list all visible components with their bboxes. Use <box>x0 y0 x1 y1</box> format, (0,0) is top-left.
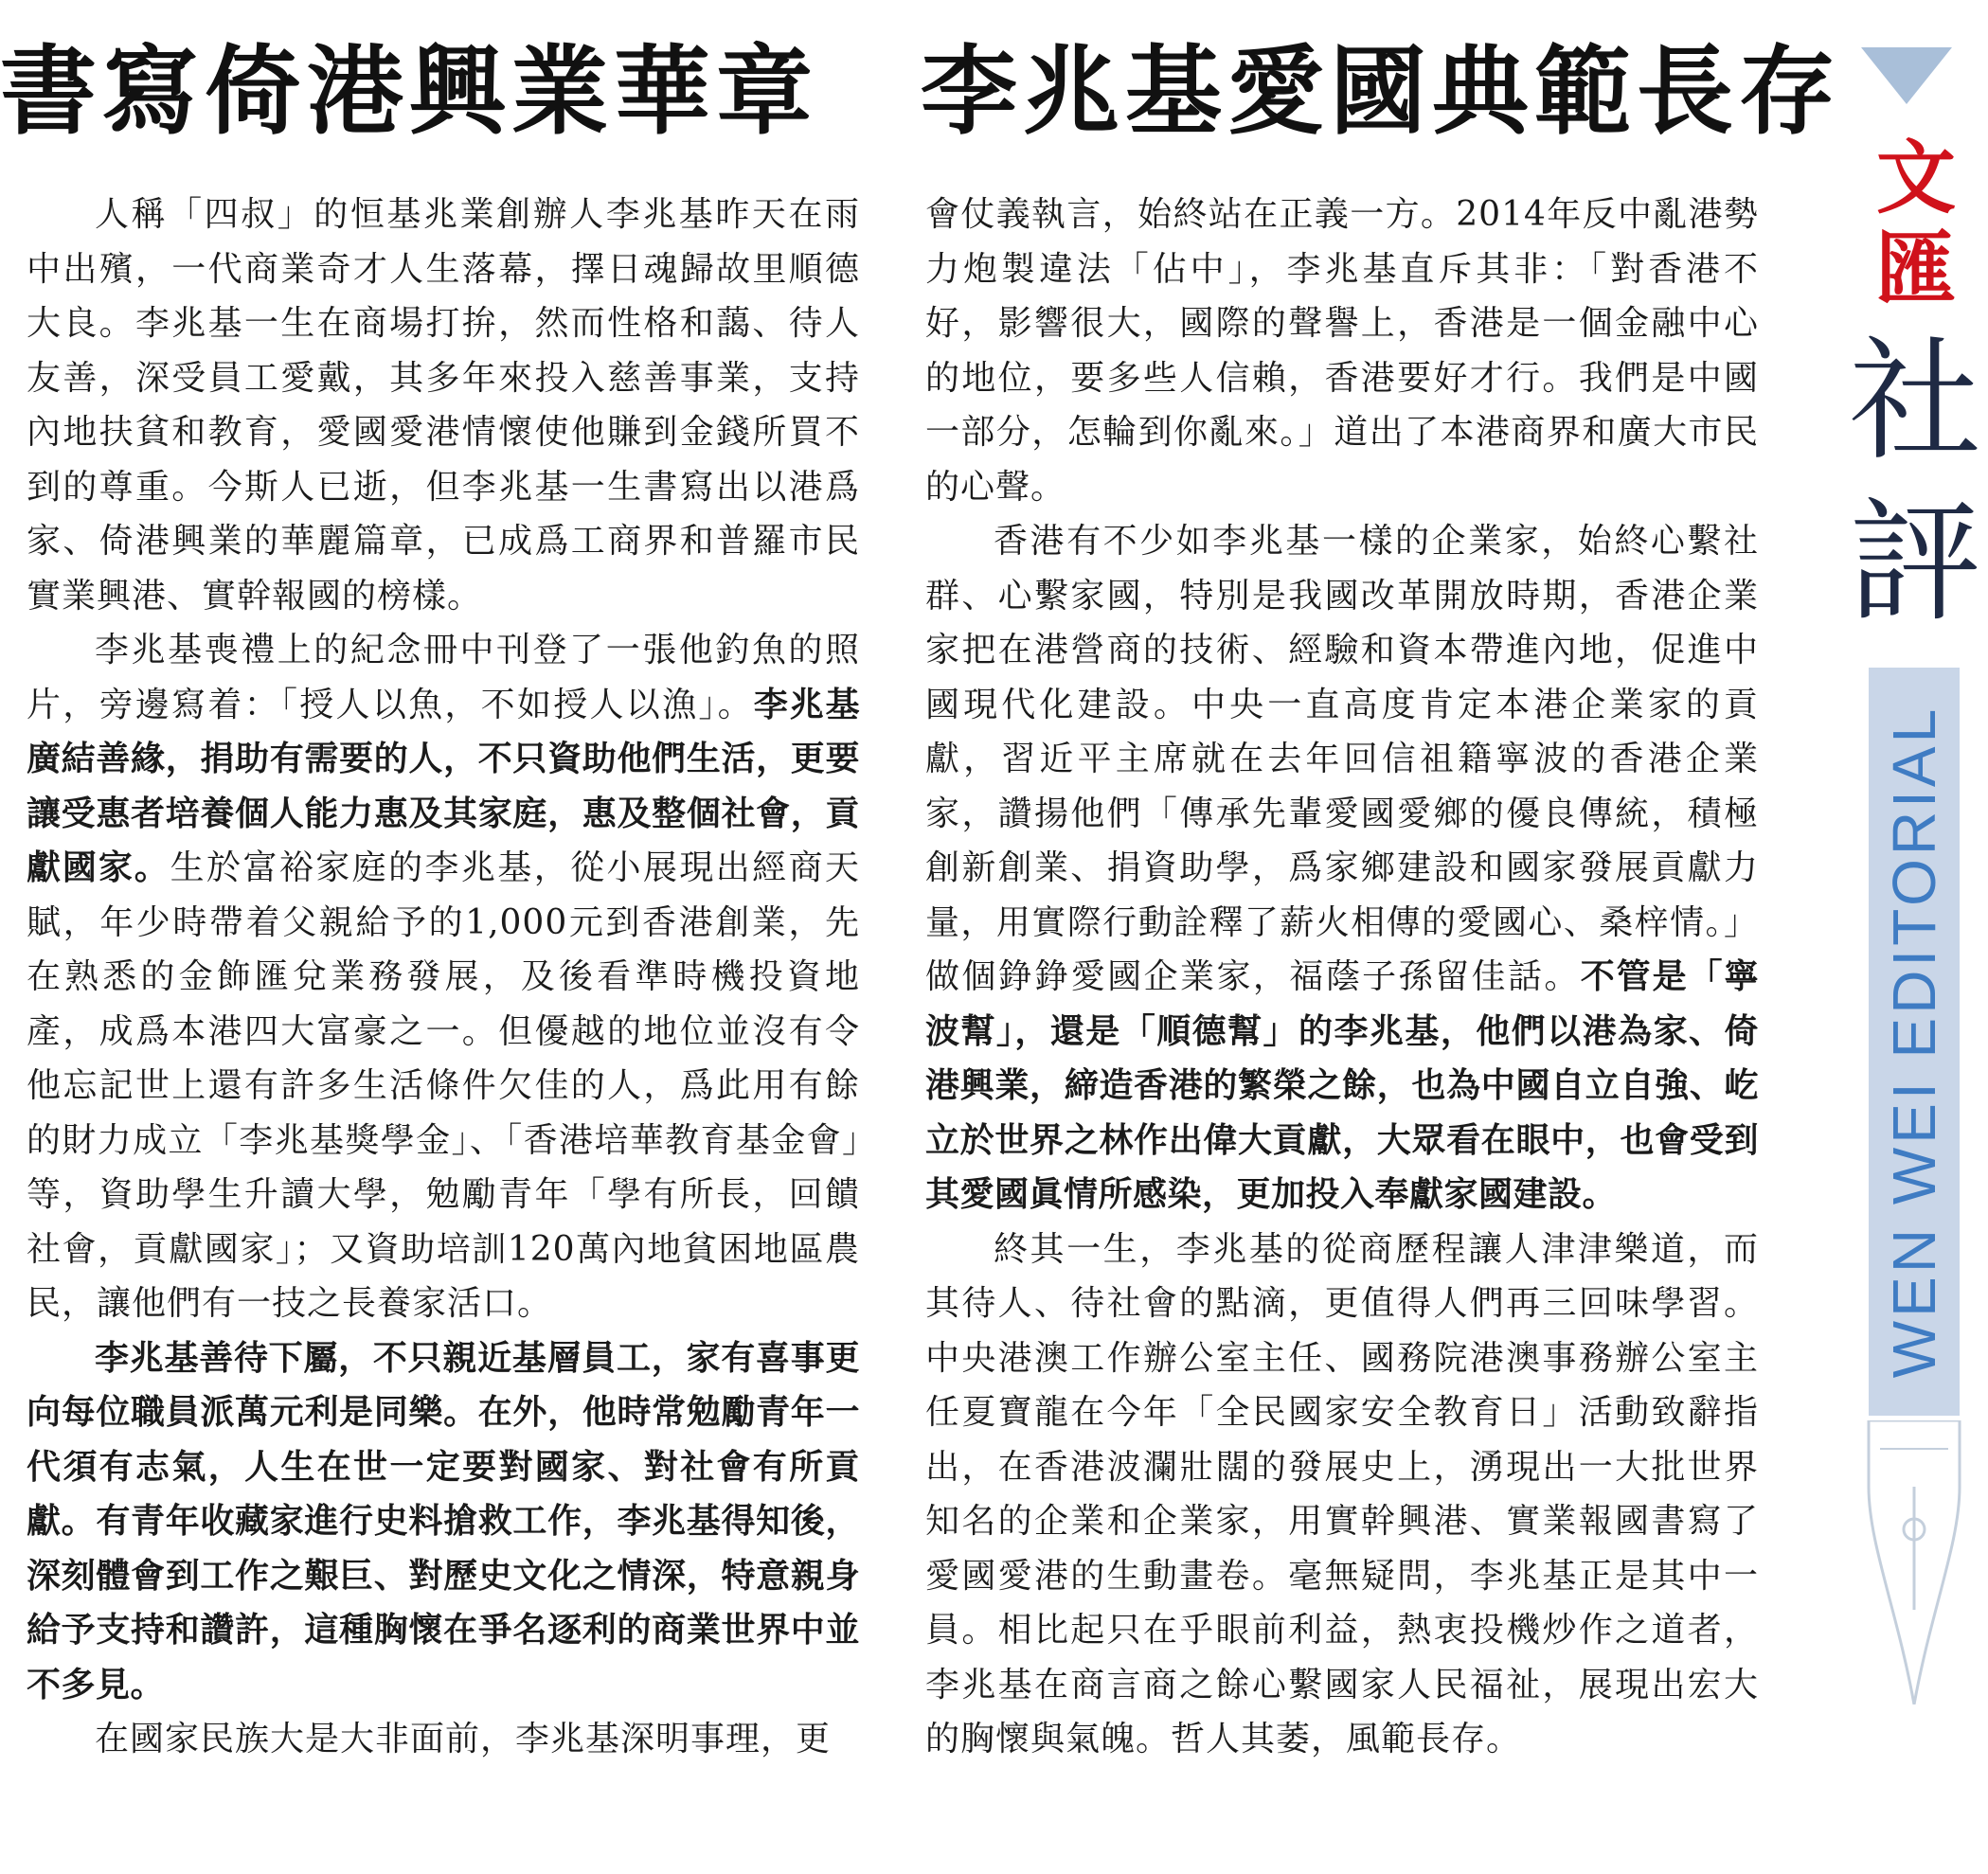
editorial-sidebar <box>1842 47 1988 1874</box>
fountain-pen-icon <box>1861 1420 1967 1704</box>
paragraph-4-start: 在國家民族大是大非面前，李兆基深明事理，更 <box>95 1720 832 1758</box>
wenwei-logo: 文匯 <box>1875 132 1956 315</box>
paragraph-2-highlight: 李兆基廣結善緣，捐助有需要的人，不只資助他們生活，更要讓受惠者培養個人能力惠及其家庭，惠及整個社會，貢獻國家。 <box>27 685 860 887</box>
paragraph-2 <box>27 623 860 1331</box>
paragraph-5-body: 香港有不少如李兆基一樣的企業家，始終心繫社群、心繫家國，特別是我國改革開放時期，香港企業家把在港營商的技術、經驗和資本帶進內地，促進中國現代化建設。中央一直高度肯定本港企業家的貢獻，習近平主席就在去年回信祖籍寧波的香港企業家，讚揚他們「傳承先輩愛國愛鄉的優良傳統，積極創新創業、捐資助學，爲家鄉建設和國家發展貢獻力量，用實際行動詮釋了薪火相傳的愛國心、桑梓情。」做個錚錚愛國企業家，福蔭子孫留佳話。 <box>925 522 1759 996</box>
paragraph-1: 人稱「四叔」的恒基兆業創辦人李兆基昨天在雨中出殯，一代商業奇才人生落幕，擇日魂歸故里順德大良。李兆基一生在商場打拚，然而性格和藹、待人友善，深受員工愛戴，其多年來投入慈善事業，支持內地扶貧和教育，愛國愛港情懷使他賺到金錢所買不到的尊重。今斯人已逝，但李兆基一生書寫出以港爲家、倚港興業的華麗篇章，已成爲工商界和普羅市民實業興港、實幹報國的榜樣。 <box>27 195 860 616</box>
down-triangle-icon <box>1861 47 1952 104</box>
article-column-left <box>27 187 860 1864</box>
article-column-right <box>925 187 1759 1864</box>
paragraph-3: 李兆基善待下屬，不只親近基層員工，家有喜事更向每位職員派萬元利是同樂。在外，他時常勉勵青年一代須有志氣，人生在世一定要對國家、對社會有所貢獻。有青年收藏家進行史料搶救工作，李兆基得知後，深刻體會到工作之艱巨、對歷史文化之情深，特意親身給予支持和讚許，這種胸懷在爭名逐利的商業世界中並不多見。 <box>27 1338 860 1704</box>
paragraph-2-intro: 李兆基喪禮上的紀念冊中刊登了一張他釣魚的照片，旁邊寫着：「授人以魚，不如授人以漁」。 <box>27 631 860 724</box>
editorial-english-band <box>1869 668 1960 1416</box>
paragraph-2-body: 生於富裕家庭的李兆基，從小展現出經商天賦，年少時帶着父親給予的1,000元到香港創業，先在熟悉的金飾匯兌業務發展，及後看準時機投資地產，成爲本港四大富豪之一。但優越的地位並沒有令他忘記世上還有許多生活條件欠佳的人，爲此用有餘的財力成立「李兆基獎學金」、「香港培華教育基金會」等，資助學生升讀大學，勉勵青年「學有所長，回饋社會，貢獻國家」；又資助培訓120萬內地貧困地區農民，讓他們有一技之長養家活口。 <box>27 848 860 1323</box>
headline: 書寫倚港興業華章 李兆基愛國典範長存 <box>0 36 1841 149</box>
paragraph-5-highlight: 不管是「寧波幫」，還是「順德幫」的李兆基，他們以港為家、倚港興業，締造香港的繁榮之餘，也為中國自立自強、屹立於世界之林作出偉大貢獻，大眾看在眼中，也會受到其愛國眞情所感染，更加投入奉獻家國建設。 <box>925 957 1759 1214</box>
paragraph-5 <box>925 514 1759 1223</box>
paragraph-4-continued: 會仗義執言，始終站在正義一方。2014年反中亂港勢力炮製違法「佔中」，李兆基直斥其非：「對香港不好，影響很大，國際的聲譽上，香港是一個金融中心的地位，要多些人信賴，香港要好才行。我們是中國一部分，怎輪到你亂來。」道出了本港商界和廣大市民的心聲。 <box>925 195 1759 507</box>
paragraph-6: 終其一生，李兆基的從商歷程讓人津津樂道，而其待人、待社會的點滴，更值得人們再三回味學習。中央港澳工作辦公室主任、國務院港澳事務辦公室主任夏寶龍在今年「全民國家安全教育日」活動致辭指出，在香港波瀾壯闊的發展史上，湧現出一大批世界知名的企業和企業家，用實幹興港、實業報國書寫了愛國愛港的生動畫卷。毫無疑問，李兆基正是其中一員。相比起只在乎眼前利益，熱衷投機炒作之道者，李兆基在商言商之餘心繫國家人民福祉，展現出宏大的胸懷與氣魄。哲人其萎，風範長存。 <box>925 1229 1759 1758</box>
editorial-english-label: WEN WEI EDITORIAL <box>1880 705 1948 1379</box>
editorial-section-title: 社評 <box>1848 325 1981 640</box>
